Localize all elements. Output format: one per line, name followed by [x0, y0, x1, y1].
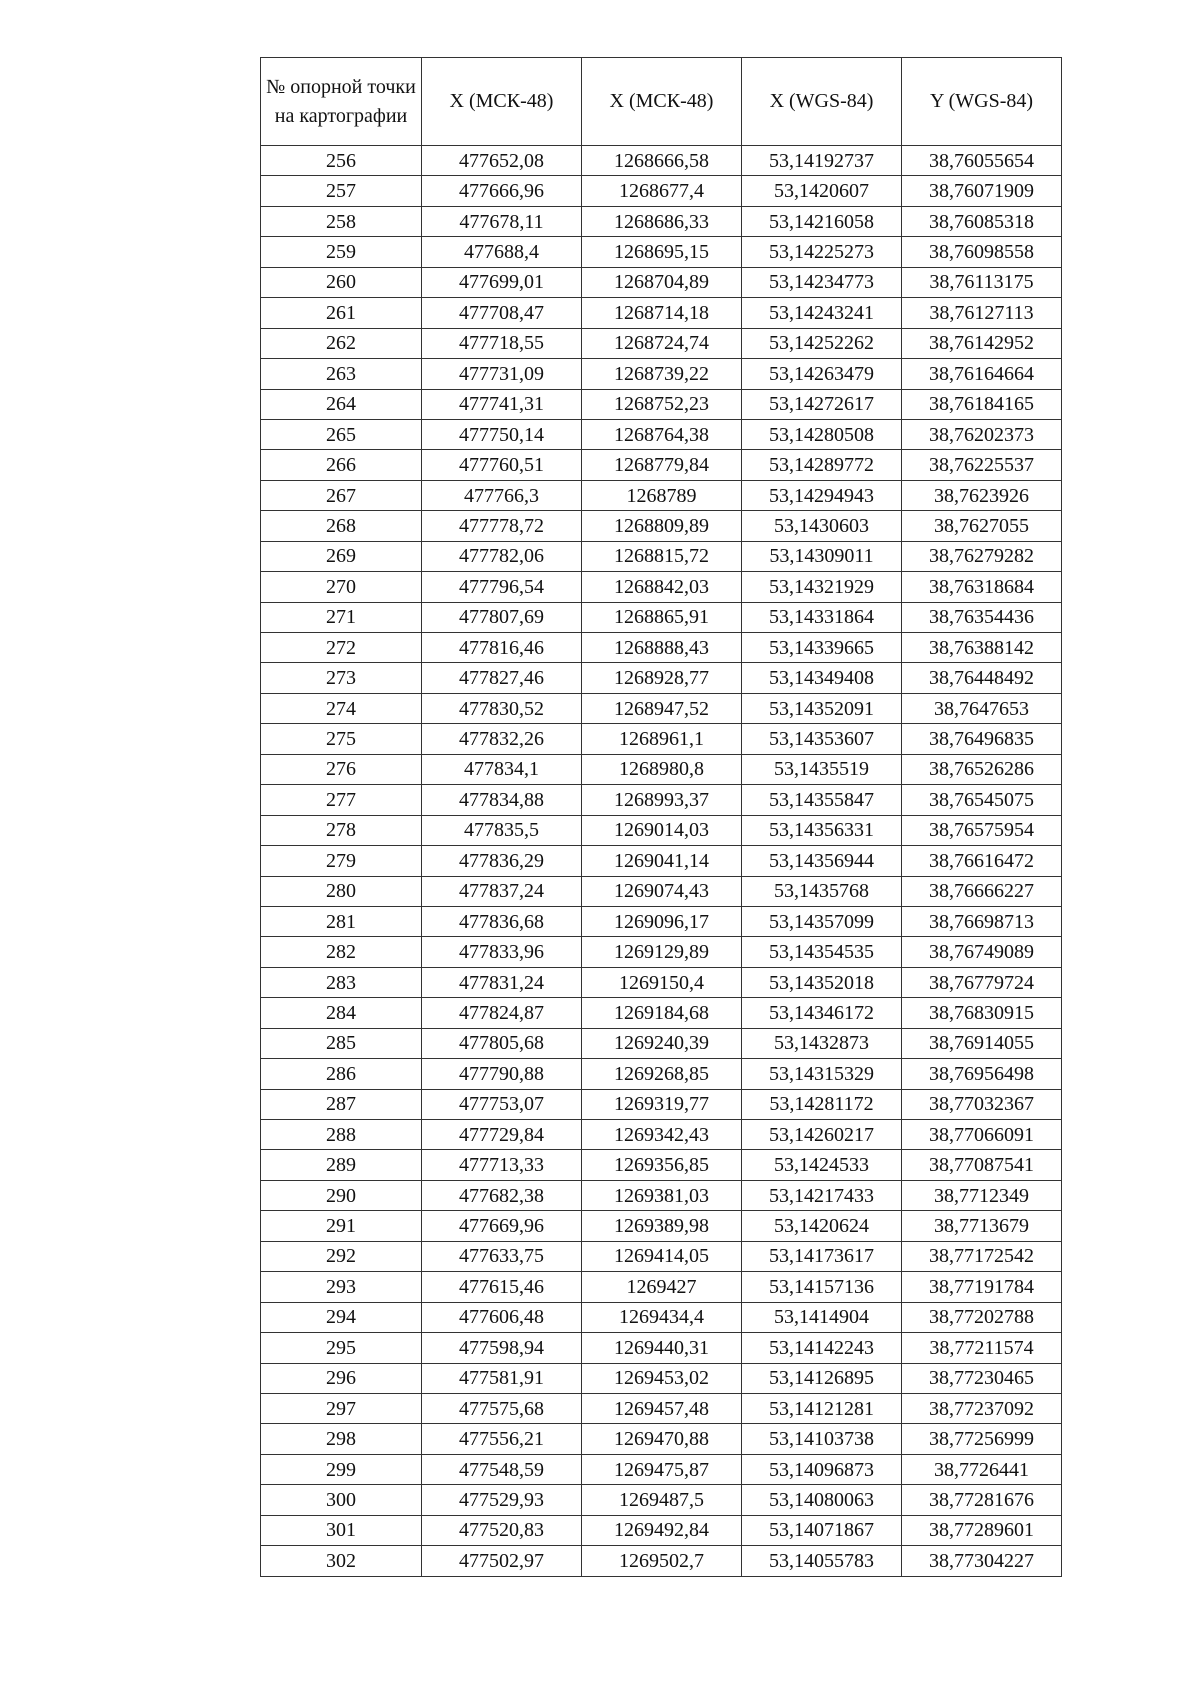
- cell-point-number: 277: [261, 785, 422, 815]
- cell-x-msk48-first: 477682,38: [422, 1180, 582, 1210]
- cell-y-wgs84: 38,76279282: [902, 541, 1062, 571]
- cell-y-wgs84: 38,77281676: [902, 1485, 1062, 1515]
- cell-y-wgs84: 38,77172542: [902, 1241, 1062, 1271]
- cell-x-wgs84: 53,14356331: [742, 815, 902, 845]
- cell-x-msk48-second: 1269457,48: [582, 1393, 742, 1423]
- cell-x-wgs84: 53,14263479: [742, 359, 902, 389]
- cell-x-msk48-second: 1269184,68: [582, 998, 742, 1028]
- table-row: [261, 1393, 1062, 1423]
- cell-point-number: 256: [261, 146, 422, 176]
- cell-x-wgs84: 53,14121281: [742, 1393, 902, 1423]
- cell-x-msk48-first: 477741,31: [422, 389, 582, 419]
- cell-point-number: 300: [261, 1485, 422, 1515]
- table-row: [261, 511, 1062, 541]
- cell-y-wgs84: 38,76142952: [902, 328, 1062, 358]
- cell-x-msk48-second: 1268809,89: [582, 511, 742, 541]
- cell-x-msk48-second: 1268677,4: [582, 176, 742, 206]
- header-x-wgs84: X (WGS-84): [742, 58, 902, 146]
- cell-point-number: 289: [261, 1150, 422, 1180]
- cell-point-number: 295: [261, 1333, 422, 1363]
- cell-x-msk48-second: 1268695,15: [582, 237, 742, 267]
- cell-x-msk48-second: 1269074,43: [582, 876, 742, 906]
- cell-x-wgs84: 53,14173617: [742, 1241, 902, 1271]
- cell-x-wgs84: 53,14142243: [742, 1333, 902, 1363]
- table-row: [261, 1515, 1062, 1545]
- cell-x-msk48-first: 477502,97: [422, 1546, 582, 1576]
- cell-x-wgs84: 53,14346172: [742, 998, 902, 1028]
- cell-x-msk48-second: 1269427: [582, 1272, 742, 1302]
- cell-point-number: 286: [261, 1059, 422, 1089]
- header-row: [261, 58, 1062, 146]
- cell-point-number: 279: [261, 846, 422, 876]
- cell-x-msk48-first: 477731,09: [422, 359, 582, 389]
- cell-x-msk48-second: 1269342,43: [582, 1120, 742, 1150]
- cell-x-msk48-first: 477753,07: [422, 1089, 582, 1119]
- table-row: [261, 876, 1062, 906]
- table-row: [261, 1028, 1062, 1058]
- cell-x-msk48-first: 477796,54: [422, 572, 582, 602]
- table-row: [261, 1363, 1062, 1393]
- cell-point-number: 294: [261, 1302, 422, 1332]
- cell-x-msk48-first: 477831,24: [422, 967, 582, 997]
- cell-point-number: 290: [261, 1180, 422, 1210]
- cell-y-wgs84: 38,76098558: [902, 237, 1062, 267]
- cell-x-msk48-second: 1268724,74: [582, 328, 742, 358]
- cell-y-wgs84: 38,76448492: [902, 663, 1062, 693]
- cell-x-wgs84: 53,14103738: [742, 1424, 902, 1454]
- cell-y-wgs84: 38,76575954: [902, 815, 1062, 845]
- cell-x-msk48-second: 1268666,58: [582, 146, 742, 176]
- cell-x-wgs84: 53,14309011: [742, 541, 902, 571]
- cell-x-wgs84: 53,1420607: [742, 176, 902, 206]
- cell-y-wgs84: 38,76202373: [902, 419, 1062, 449]
- cell-x-msk48-second: 1269502,7: [582, 1546, 742, 1576]
- cell-x-msk48-second: 1269440,31: [582, 1333, 742, 1363]
- cell-y-wgs84: 38,76956498: [902, 1059, 1062, 1089]
- cell-x-msk48-second: 1269041,14: [582, 846, 742, 876]
- cell-x-wgs84: 53,14272617: [742, 389, 902, 419]
- cell-y-wgs84: 38,77230465: [902, 1363, 1062, 1393]
- cell-x-msk48-first: 477598,94: [422, 1333, 582, 1363]
- table-row: [261, 754, 1062, 784]
- cell-x-msk48-second: 1269129,89: [582, 937, 742, 967]
- cell-x-wgs84: 53,14315329: [742, 1059, 902, 1089]
- cell-x-msk48-first: 477678,11: [422, 206, 582, 236]
- cell-x-msk48-second: 1269381,03: [582, 1180, 742, 1210]
- cell-point-number: 269: [261, 541, 422, 571]
- cell-y-wgs84: 38,77237092: [902, 1393, 1062, 1423]
- table-row: [261, 693, 1062, 723]
- cell-point-number: 301: [261, 1515, 422, 1545]
- cell-point-number: 263: [261, 359, 422, 389]
- cell-x-msk48-second: 1268815,72: [582, 541, 742, 571]
- cell-x-msk48-first: 477816,46: [422, 633, 582, 663]
- cell-point-number: 258: [261, 206, 422, 236]
- cell-x-msk48-second: 1268842,03: [582, 572, 742, 602]
- coordinates-table: [260, 57, 1062, 1577]
- table-row: [261, 1454, 1062, 1484]
- table-row: [261, 1089, 1062, 1119]
- cell-point-number: 265: [261, 419, 422, 449]
- cell-y-wgs84: 38,76749089: [902, 937, 1062, 967]
- cell-x-wgs84: 53,14355847: [742, 785, 902, 815]
- cell-y-wgs84: 38,76127113: [902, 298, 1062, 328]
- cell-y-wgs84: 38,76164664: [902, 359, 1062, 389]
- table-row: [261, 419, 1062, 449]
- cell-x-msk48-first: 477669,96: [422, 1211, 582, 1241]
- cell-x-wgs84: 53,1424533: [742, 1150, 902, 1180]
- cell-y-wgs84: 38,76225537: [902, 450, 1062, 480]
- table-row: [261, 602, 1062, 632]
- table-row: [261, 663, 1062, 693]
- cell-point-number: 293: [261, 1272, 422, 1302]
- cell-y-wgs84: 38,7726441: [902, 1454, 1062, 1484]
- table-row: [261, 1059, 1062, 1089]
- table-row: [261, 146, 1062, 176]
- cell-y-wgs84: 38,77211574: [902, 1333, 1062, 1363]
- cell-x-msk48-second: 1269240,39: [582, 1028, 742, 1058]
- cell-x-msk48-second: 1268928,77: [582, 663, 742, 693]
- table-row: [261, 328, 1062, 358]
- cell-y-wgs84: 38,76914055: [902, 1028, 1062, 1058]
- cell-x-wgs84: 53,14352091: [742, 693, 902, 723]
- cell-y-wgs84: 38,76830915: [902, 998, 1062, 1028]
- cell-x-wgs84: 53,14331864: [742, 602, 902, 632]
- cell-x-msk48-second: 1268980,8: [582, 754, 742, 784]
- cell-point-number: 284: [261, 998, 422, 1028]
- cell-point-number: 285: [261, 1028, 422, 1058]
- cell-point-number: 288: [261, 1120, 422, 1150]
- cell-y-wgs84: 38,76779724: [902, 967, 1062, 997]
- cell-x-msk48-first: 477766,3: [422, 480, 582, 510]
- cell-point-number: 296: [261, 1363, 422, 1393]
- table-row: [261, 633, 1062, 663]
- table-row: [261, 815, 1062, 845]
- cell-point-number: 287: [261, 1089, 422, 1119]
- cell-x-msk48-second: 1268888,43: [582, 633, 742, 663]
- cell-x-wgs84: 53,14216058: [742, 206, 902, 236]
- cell-y-wgs84: 38,77304227: [902, 1546, 1062, 1576]
- cell-point-number: 291: [261, 1211, 422, 1241]
- cell-point-number: 302: [261, 1546, 422, 1576]
- cell-y-wgs84: 38,77202788: [902, 1302, 1062, 1332]
- cell-y-wgs84: 38,76496835: [902, 724, 1062, 754]
- cell-x-msk48-second: 1269434,4: [582, 1302, 742, 1332]
- cell-y-wgs84: 38,76085318: [902, 206, 1062, 236]
- cell-x-msk48-second: 1269319,77: [582, 1089, 742, 1119]
- cell-x-msk48-first: 477805,68: [422, 1028, 582, 1058]
- cell-y-wgs84: 38,76113175: [902, 267, 1062, 297]
- cell-x-msk48-first: 477834,88: [422, 785, 582, 815]
- cell-x-wgs84: 53,14192737: [742, 146, 902, 176]
- cell-x-wgs84: 53,14339665: [742, 633, 902, 663]
- table-row: [261, 724, 1062, 754]
- table-row: [261, 237, 1062, 267]
- cell-x-msk48-first: 477760,51: [422, 450, 582, 480]
- cell-x-wgs84: 53,14225273: [742, 237, 902, 267]
- cell-x-wgs84: 53,14352018: [742, 967, 902, 997]
- cell-x-wgs84: 53,14357099: [742, 906, 902, 936]
- cell-x-msk48-first: 477581,91: [422, 1363, 582, 1393]
- table-row: [261, 176, 1062, 206]
- cell-x-msk48-first: 477606,48: [422, 1302, 582, 1332]
- table-row: [261, 967, 1062, 997]
- cell-y-wgs84: 38,7713679: [902, 1211, 1062, 1241]
- cell-x-msk48-first: 477713,33: [422, 1150, 582, 1180]
- cell-x-msk48-second: 1269487,5: [582, 1485, 742, 1515]
- cell-point-number: 272: [261, 633, 422, 663]
- cell-x-msk48-second: 1268993,37: [582, 785, 742, 815]
- cell-point-number: 264: [261, 389, 422, 419]
- cell-x-wgs84: 53,14096873: [742, 1454, 902, 1484]
- cell-x-msk48-first: 477807,69: [422, 602, 582, 632]
- cell-x-msk48-second: 1268865,91: [582, 602, 742, 632]
- cell-x-msk48-first: 477837,24: [422, 876, 582, 906]
- cell-x-msk48-first: 477575,68: [422, 1393, 582, 1423]
- cell-x-msk48-first: 477548,59: [422, 1454, 582, 1484]
- cell-point-number: 270: [261, 572, 422, 602]
- cell-x-wgs84: 53,14356944: [742, 846, 902, 876]
- table-row: [261, 1546, 1062, 1576]
- cell-x-msk48-first: 477836,29: [422, 846, 582, 876]
- cell-y-wgs84: 38,7712349: [902, 1180, 1062, 1210]
- cell-x-wgs84: 53,14157136: [742, 1272, 902, 1302]
- cell-x-msk48-first: 477834,1: [422, 754, 582, 784]
- cell-x-msk48-first: 477832,26: [422, 724, 582, 754]
- cell-x-wgs84: 53,14055783: [742, 1546, 902, 1576]
- table-row: [261, 906, 1062, 936]
- cell-point-number: 267: [261, 480, 422, 510]
- cell-point-number: 282: [261, 937, 422, 967]
- cell-point-number: 259: [261, 237, 422, 267]
- cell-x-wgs84: 53,14260217: [742, 1120, 902, 1150]
- table-row: [261, 298, 1062, 328]
- cell-point-number: 262: [261, 328, 422, 358]
- table-row: [261, 937, 1062, 967]
- cell-x-msk48-first: 477830,52: [422, 693, 582, 723]
- cell-x-msk48-first: 477729,84: [422, 1120, 582, 1150]
- table-row: [261, 1241, 1062, 1271]
- cell-x-msk48-first: 477824,87: [422, 998, 582, 1028]
- cell-x-wgs84: 53,14126895: [742, 1363, 902, 1393]
- cell-x-msk48-second: 1268686,33: [582, 206, 742, 236]
- cell-x-wgs84: 53,14281172: [742, 1089, 902, 1119]
- cell-point-number: 298: [261, 1424, 422, 1454]
- table-row: [261, 1485, 1062, 1515]
- cell-x-msk48-first: 477835,5: [422, 815, 582, 845]
- cell-x-wgs84: 53,14243241: [742, 298, 902, 328]
- table-row: [261, 480, 1062, 510]
- cell-point-number: 276: [261, 754, 422, 784]
- cell-x-msk48-first: 477615,46: [422, 1272, 582, 1302]
- cell-y-wgs84: 38,77256999: [902, 1424, 1062, 1454]
- cell-x-msk48-second: 1269453,02: [582, 1363, 742, 1393]
- cell-x-msk48-first: 477652,08: [422, 146, 582, 176]
- cell-y-wgs84: 38,77032367: [902, 1089, 1062, 1119]
- cell-y-wgs84: 38,7627055: [902, 511, 1062, 541]
- cell-x-msk48-second: 1268947,52: [582, 693, 742, 723]
- table-row: [261, 1424, 1062, 1454]
- cell-x-wgs84: 53,1414904: [742, 1302, 902, 1332]
- cell-x-wgs84: 53,14071867: [742, 1515, 902, 1545]
- cell-x-msk48-second: 1268789: [582, 480, 742, 510]
- cell-point-number: 271: [261, 602, 422, 632]
- table-row: [261, 359, 1062, 389]
- cell-x-wgs84: 53,14252262: [742, 328, 902, 358]
- cell-point-number: 299: [261, 1454, 422, 1484]
- cell-point-number: 260: [261, 267, 422, 297]
- header-y-wgs84: Y (WGS-84): [902, 58, 1062, 146]
- cell-x-msk48-second: 1269470,88: [582, 1424, 742, 1454]
- cell-y-wgs84: 38,7647653: [902, 693, 1062, 723]
- cell-point-number: 278: [261, 815, 422, 845]
- cell-x-msk48-first: 477750,14: [422, 419, 582, 449]
- cell-y-wgs84: 38,76666227: [902, 876, 1062, 906]
- cell-x-wgs84: 53,14289772: [742, 450, 902, 480]
- table-row: [261, 1302, 1062, 1332]
- cell-x-msk48-first: 477708,47: [422, 298, 582, 328]
- cell-x-wgs84: 53,14234773: [742, 267, 902, 297]
- cell-point-number: 283: [261, 967, 422, 997]
- cell-y-wgs84: 38,76388142: [902, 633, 1062, 663]
- cell-x-msk48-second: 1269096,17: [582, 906, 742, 936]
- cell-x-msk48-second: 1269268,85: [582, 1059, 742, 1089]
- cell-x-msk48-first: 477827,46: [422, 663, 582, 693]
- cell-x-wgs84: 53,1435768: [742, 876, 902, 906]
- table-row: [261, 1333, 1062, 1363]
- cell-x-msk48-second: 1268764,38: [582, 419, 742, 449]
- cell-x-msk48-second: 1268739,22: [582, 359, 742, 389]
- cell-x-msk48-first: 477833,96: [422, 937, 582, 967]
- cell-point-number: 281: [261, 906, 422, 936]
- cell-y-wgs84: 38,76545075: [902, 785, 1062, 815]
- table-row: [261, 389, 1062, 419]
- table-row: [261, 450, 1062, 480]
- cell-x-msk48-second: 1269389,98: [582, 1211, 742, 1241]
- cell-x-msk48-first: 477666,96: [422, 176, 582, 206]
- cell-x-msk48-second: 1268752,23: [582, 389, 742, 419]
- cell-y-wgs84: 38,76616472: [902, 846, 1062, 876]
- cell-y-wgs84: 38,7623926: [902, 480, 1062, 510]
- cell-point-number: 257: [261, 176, 422, 206]
- cell-y-wgs84: 38,76354436: [902, 602, 1062, 632]
- cell-x-wgs84: 53,14349408: [742, 663, 902, 693]
- cell-y-wgs84: 38,77289601: [902, 1515, 1062, 1545]
- cell-x-msk48-first: 477556,21: [422, 1424, 582, 1454]
- table-body: [261, 146, 1062, 1577]
- cell-y-wgs84: 38,76698713: [902, 906, 1062, 936]
- table-row: [261, 206, 1062, 236]
- cell-x-wgs84: 53,14353607: [742, 724, 902, 754]
- table-row: [261, 998, 1062, 1028]
- cell-x-wgs84: 53,1430603: [742, 511, 902, 541]
- cell-point-number: 273: [261, 663, 422, 693]
- cell-y-wgs84: 38,76071909: [902, 176, 1062, 206]
- table-row: [261, 1272, 1062, 1302]
- cell-x-wgs84: 53,1420624: [742, 1211, 902, 1241]
- cell-x-wgs84: 53,1432873: [742, 1028, 902, 1058]
- table-row: [261, 1180, 1062, 1210]
- cell-y-wgs84: 38,76318684: [902, 572, 1062, 602]
- table-header: [261, 58, 1062, 146]
- cell-x-msk48-second: 1269492,84: [582, 1515, 742, 1545]
- cell-x-msk48-first: 477529,93: [422, 1485, 582, 1515]
- cell-y-wgs84: 38,76055654: [902, 146, 1062, 176]
- cell-x-msk48-second: 1269014,03: [582, 815, 742, 845]
- cell-x-wgs84: 53,1435519: [742, 754, 902, 784]
- table-row: [261, 267, 1062, 297]
- cell-point-number: 268: [261, 511, 422, 541]
- table-row: [261, 541, 1062, 571]
- cell-point-number: 274: [261, 693, 422, 723]
- cell-point-number: 292: [261, 1241, 422, 1271]
- cell-x-msk48-first: 477718,55: [422, 328, 582, 358]
- cell-y-wgs84: 38,77087541: [902, 1150, 1062, 1180]
- cell-x-msk48-second: 1269414,05: [582, 1241, 742, 1271]
- table-row: [261, 846, 1062, 876]
- cell-point-number: 275: [261, 724, 422, 754]
- cell-y-wgs84: 38,76526286: [902, 754, 1062, 784]
- cell-x-msk48-second: 1269356,85: [582, 1150, 742, 1180]
- cell-point-number: 261: [261, 298, 422, 328]
- cell-x-msk48-second: 1268961,1: [582, 724, 742, 754]
- cell-x-msk48-first: 477782,06: [422, 541, 582, 571]
- cell-x-wgs84: 53,14080063: [742, 1485, 902, 1515]
- header-x-msk48-first: X (МСК-48): [422, 58, 582, 146]
- cell-y-wgs84: 38,77191784: [902, 1272, 1062, 1302]
- cell-x-msk48-first: 477778,72: [422, 511, 582, 541]
- cell-y-wgs84: 38,76184165: [902, 389, 1062, 419]
- cell-point-number: 280: [261, 876, 422, 906]
- cell-x-msk48-first: 477836,68: [422, 906, 582, 936]
- cell-x-wgs84: 53,14354535: [742, 937, 902, 967]
- header-point-number: № опорной точки на картографии: [261, 58, 422, 146]
- cell-x-msk48-first: 477520,83: [422, 1515, 582, 1545]
- cell-x-msk48-second: 1268714,18: [582, 298, 742, 328]
- cell-x-wgs84: 53,14280508: [742, 419, 902, 449]
- cell-x-wgs84: 53,14294943: [742, 480, 902, 510]
- cell-x-msk48-second: 1269475,87: [582, 1454, 742, 1484]
- table-row: [261, 1211, 1062, 1241]
- table-row: [261, 785, 1062, 815]
- cell-point-number: 297: [261, 1393, 422, 1423]
- cell-x-msk48-second: 1268779,84: [582, 450, 742, 480]
- cell-x-msk48-second: 1268704,89: [582, 267, 742, 297]
- table-row: [261, 572, 1062, 602]
- cell-x-msk48-first: 477688,4: [422, 237, 582, 267]
- cell-point-number: 266: [261, 450, 422, 480]
- cell-x-msk48-second: 1269150,4: [582, 967, 742, 997]
- cell-x-wgs84: 53,14217433: [742, 1180, 902, 1210]
- table-row: [261, 1150, 1062, 1180]
- cell-x-wgs84: 53,14321929: [742, 572, 902, 602]
- header-x-msk48-second: X (МСК-48): [582, 58, 742, 146]
- cell-x-msk48-first: 477699,01: [422, 267, 582, 297]
- cell-y-wgs84: 38,77066091: [902, 1120, 1062, 1150]
- cell-x-msk48-first: 477633,75: [422, 1241, 582, 1271]
- table-row: [261, 1120, 1062, 1150]
- cell-x-msk48-first: 477790,88: [422, 1059, 582, 1089]
